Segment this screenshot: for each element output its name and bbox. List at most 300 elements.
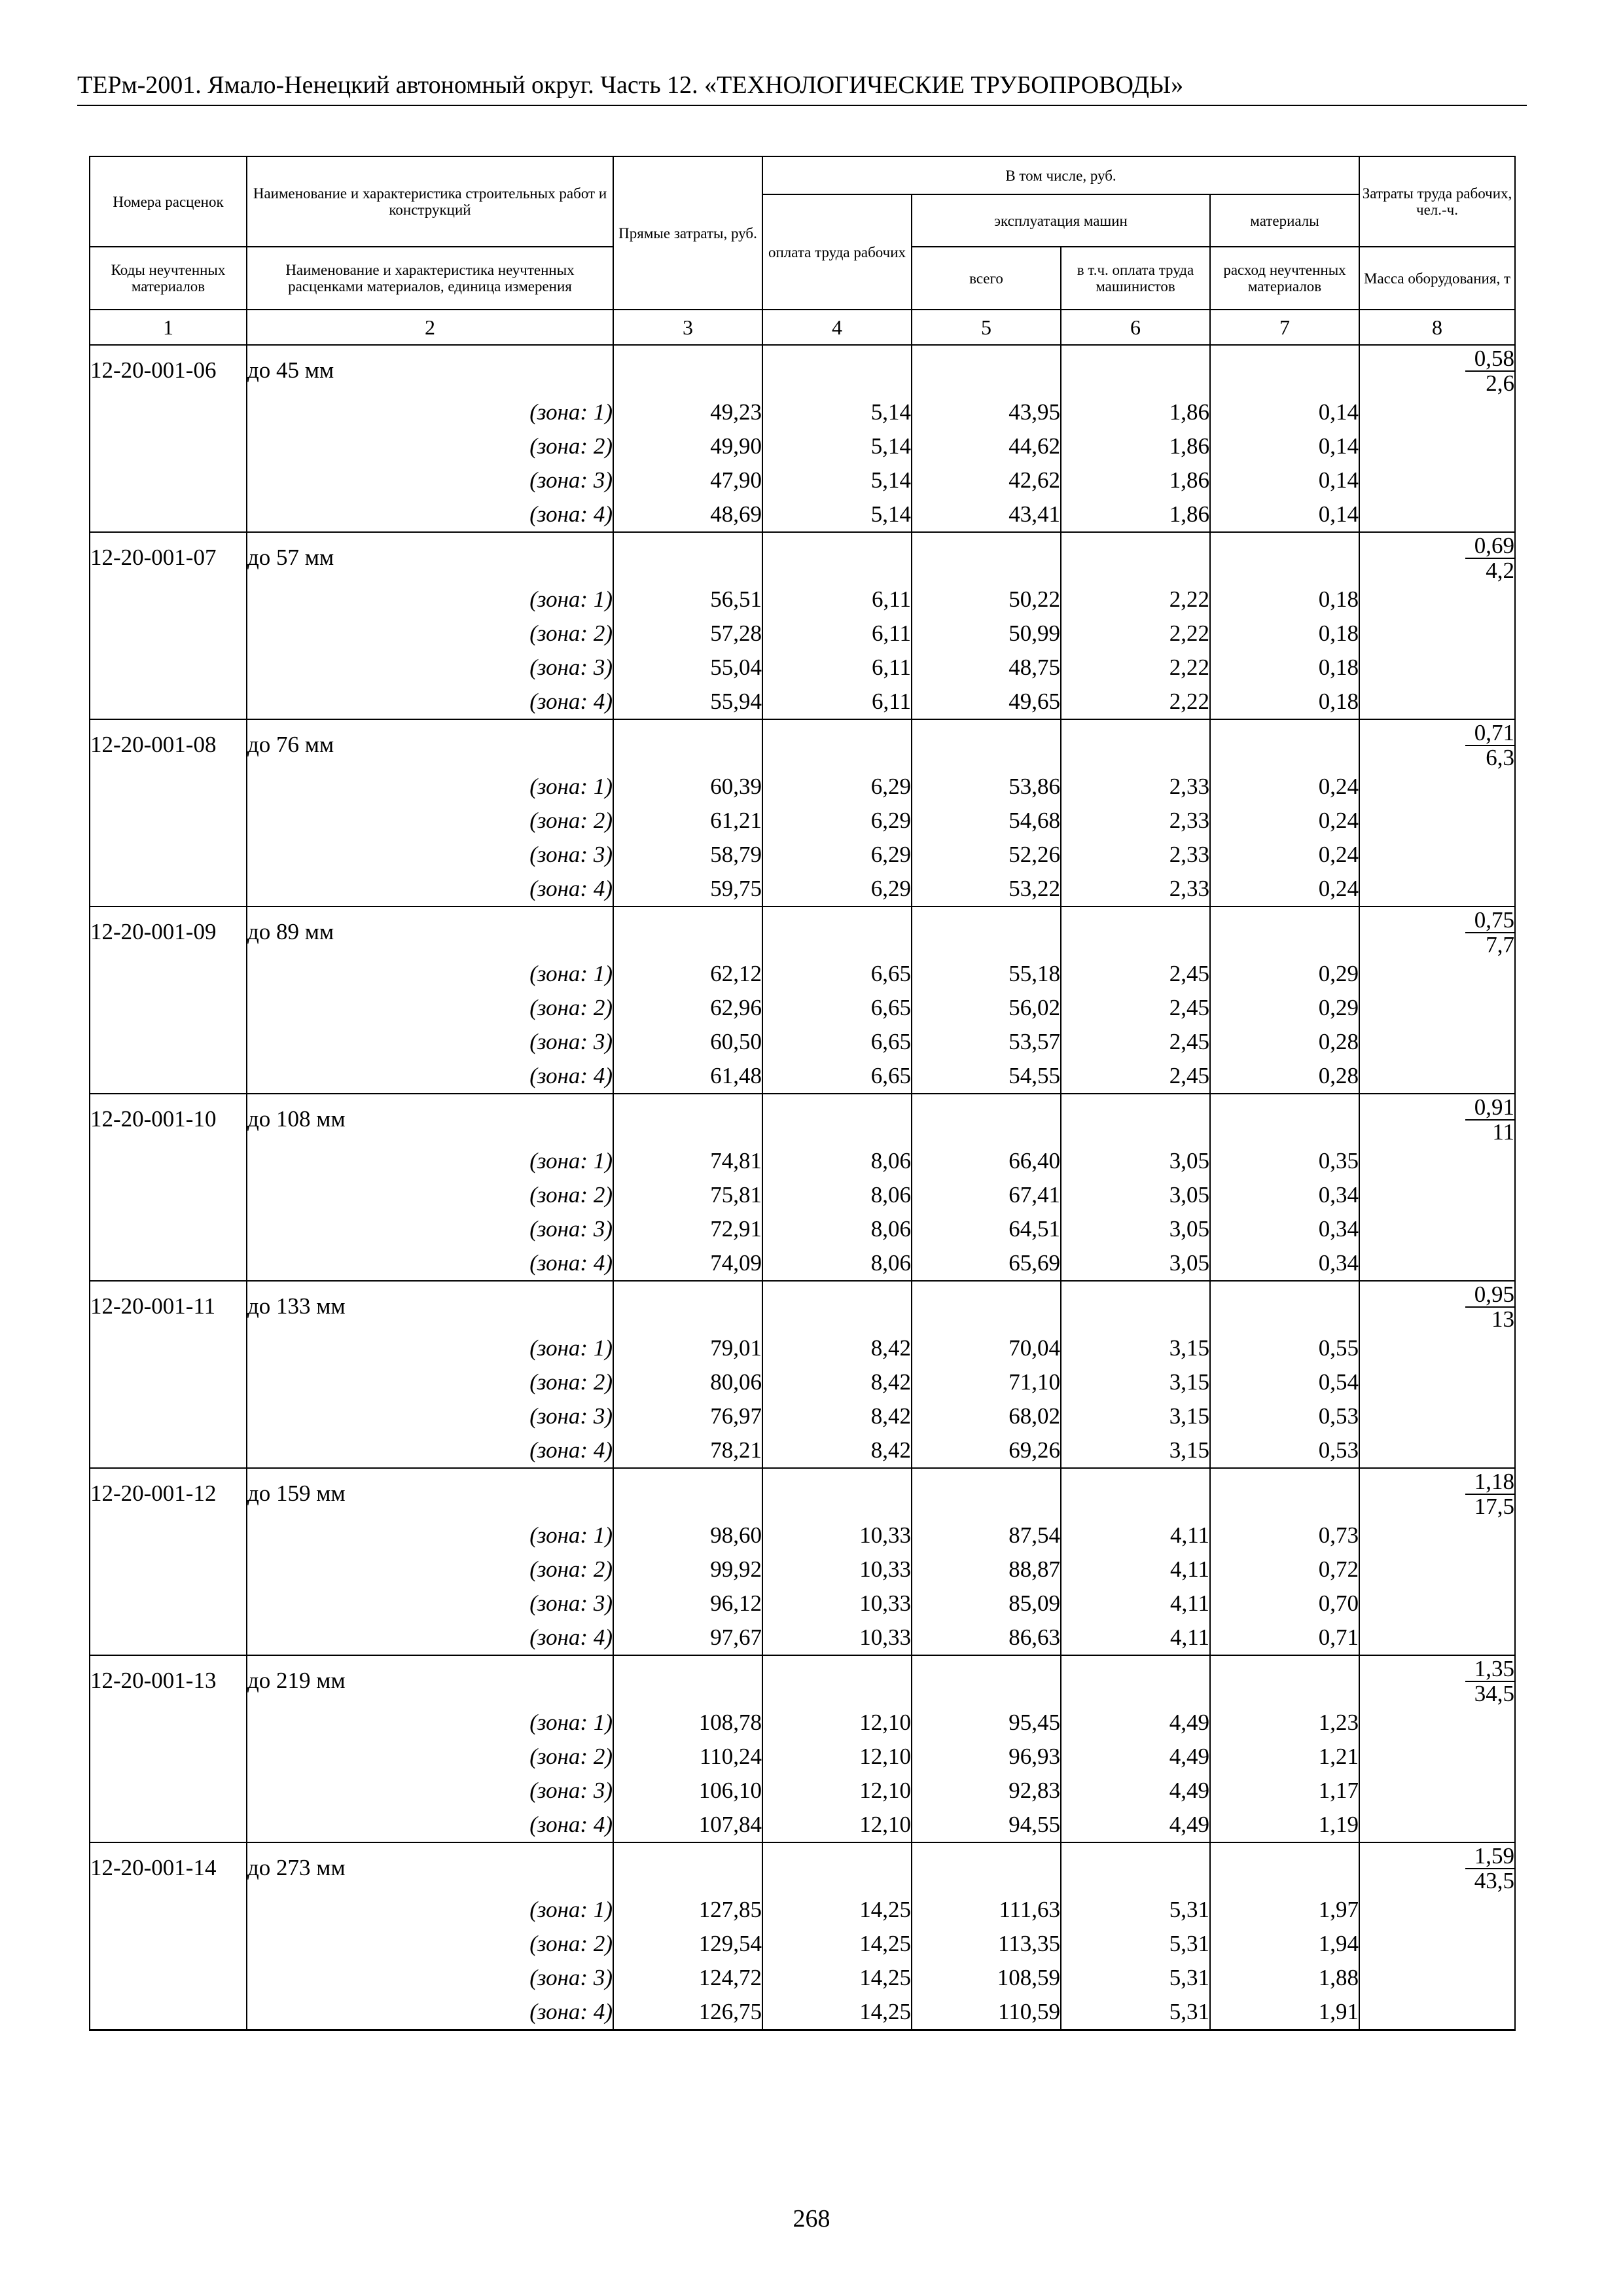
equipment-mass: 34,5 <box>1474 1681 1515 1706</box>
labor-mass-cell <box>1359 1468 1515 1518</box>
labor-cost: 6,65 <box>762 991 912 1025</box>
empty-cell <box>90 1433 247 1468</box>
machinists-cost: 4,11 <box>1061 1518 1210 1552</box>
page-number: 268 <box>793 2205 830 2233</box>
machines-total: 68,02 <box>912 1399 1061 1433</box>
empty-cell <box>613 1094 762 1144</box>
labor-mass-cell <box>1359 1094 1515 1144</box>
machinists-cost: 3,15 <box>1061 1399 1210 1433</box>
labor-hours: 1,59 <box>1465 1844 1514 1869</box>
labor-cost: 5,14 <box>762 395 912 429</box>
col-number: 3 <box>613 310 762 345</box>
direct-cost: 57,28 <box>613 617 762 651</box>
direct-cost: 62,96 <box>613 991 762 1025</box>
zone-label: (зона: 3) <box>247 463 613 497</box>
rate-code: 12-20-001-10 <box>90 1094 247 1144</box>
price-table <box>89 156 1516 2031</box>
machines-total: 54,55 <box>912 1059 1061 1094</box>
zone-row <box>90 1961 1515 1995</box>
rate-code: 12-20-001-08 <box>90 719 247 770</box>
zone-row <box>90 463 1515 497</box>
header-code-sub: Коды неучтенных материалов <box>90 247 247 310</box>
machinists-cost: 2,33 <box>1061 804 1210 838</box>
header-materials-sub: расход неучтенных материалов <box>1210 247 1359 310</box>
empty-cell <box>90 1178 247 1212</box>
materials-cost: 0,34 <box>1210 1178 1359 1212</box>
empty-cell <box>912 1842 1061 1893</box>
machinists-cost: 4,49 <box>1061 1774 1210 1808</box>
machines-total: 42,62 <box>912 463 1061 497</box>
materials-cost: 0,24 <box>1210 804 1359 838</box>
zone-label: (зона: 3) <box>247 1774 613 1808</box>
materials-cost: 0,18 <box>1210 685 1359 719</box>
machinists-cost: 3,15 <box>1061 1331 1210 1365</box>
machines-total: 88,87 <box>912 1552 1061 1587</box>
machines-total: 94,55 <box>912 1808 1061 1842</box>
col-number: 5 <box>912 310 1061 345</box>
empty-cell <box>1359 651 1515 685</box>
empty-cell <box>90 1518 247 1552</box>
zone-label: (зона: 2) <box>247 1740 613 1774</box>
zone-label: (зона: 1) <box>247 395 613 429</box>
zone-label: (зона: 2) <box>247 1927 613 1961</box>
direct-cost: 59,75 <box>613 872 762 906</box>
materials-cost: 1,91 <box>1210 1995 1359 2030</box>
direct-cost: 74,81 <box>613 1144 762 1178</box>
zone-row <box>90 1059 1515 1094</box>
machinists-cost: 1,86 <box>1061 395 1210 429</box>
zone-row <box>90 1331 1515 1365</box>
empty-cell <box>1359 583 1515 617</box>
empty-cell <box>90 1621 247 1655</box>
machines-total: 65,69 <box>912 1246 1061 1281</box>
empty-cell <box>912 1281 1061 1331</box>
labor-hours: 1,18 <box>1465 1470 1514 1495</box>
zone-label: (зона: 4) <box>247 1995 613 2030</box>
materials-cost: 0,53 <box>1210 1433 1359 1468</box>
header-mass: Масса оборудования, т <box>1359 247 1515 310</box>
empty-cell <box>1359 1059 1515 1094</box>
empty-cell <box>1359 770 1515 804</box>
labor-cost: 14,25 <box>762 1961 912 1995</box>
empty-cell <box>613 1842 762 1893</box>
materials-cost: 0,14 <box>1210 497 1359 532</box>
col-number: 8 <box>1359 310 1515 345</box>
col-number: 4 <box>762 310 912 345</box>
empty-cell <box>613 719 762 770</box>
zone-row <box>90 1365 1515 1399</box>
direct-cost: 74,09 <box>613 1246 762 1281</box>
machinists-cost: 5,31 <box>1061 1961 1210 1995</box>
labor-cost: 6,11 <box>762 617 912 651</box>
zone-row <box>90 1621 1515 1655</box>
empty-cell <box>90 1059 247 1094</box>
machines-total: 85,09 <box>912 1587 1061 1621</box>
machines-total: 71,10 <box>912 1365 1061 1399</box>
empty-cell <box>1359 1518 1515 1552</box>
table-row <box>90 345 1515 395</box>
zone-label: (зона: 1) <box>247 1144 613 1178</box>
empty-cell <box>1061 1468 1210 1518</box>
materials-cost: 0,14 <box>1210 429 1359 463</box>
empty-cell <box>1359 1706 1515 1740</box>
zone-row <box>90 429 1515 463</box>
work-name: до 57 мм <box>247 532 613 583</box>
equipment-mass: 17,5 <box>1474 1494 1515 1519</box>
empty-cell <box>90 395 247 429</box>
direct-cost: 62,12 <box>613 957 762 991</box>
zone-row <box>90 957 1515 991</box>
zone-row <box>90 1587 1515 1621</box>
zone-row <box>90 583 1515 617</box>
labor-cost: 6,29 <box>762 838 912 872</box>
empty-cell <box>1061 1842 1210 1893</box>
empty-cell <box>613 1468 762 1518</box>
machines-total: 69,26 <box>912 1433 1061 1468</box>
labor-cost: 8,06 <box>762 1212 912 1246</box>
header-name-sub: Наименование и характеристика неучтенных расценками материалов, единица измерения <box>247 247 613 310</box>
labor-cost: 10,33 <box>762 1587 912 1621</box>
col-number: 7 <box>1210 310 1359 345</box>
table-row <box>90 1842 1515 1893</box>
zone-label: (зона: 2) <box>247 1178 613 1212</box>
machinists-cost: 4,11 <box>1061 1587 1210 1621</box>
rate-code: 12-20-001-14 <box>90 1842 247 1893</box>
empty-cell <box>1359 1740 1515 1774</box>
empty-cell <box>90 1706 247 1740</box>
zone-row <box>90 1212 1515 1246</box>
machinists-cost: 4,49 <box>1061 1808 1210 1842</box>
empty-cell <box>90 1808 247 1842</box>
equipment-mass: 7,7 <box>1486 932 1515 958</box>
machines-total: 49,65 <box>912 685 1061 719</box>
machines-total: 96,93 <box>912 1740 1061 1774</box>
materials-cost: 1,23 <box>1210 1706 1359 1740</box>
rate-group <box>90 1281 1515 1468</box>
materials-cost: 0,18 <box>1210 583 1359 617</box>
labor-cost: 6,11 <box>762 583 912 617</box>
zone-label: (зона: 1) <box>247 1706 613 1740</box>
empty-cell <box>1359 804 1515 838</box>
materials-cost: 0,18 <box>1210 617 1359 651</box>
machinists-cost: 2,22 <box>1061 685 1210 719</box>
zone-label: (зона: 4) <box>247 685 613 719</box>
materials-cost: 0,35 <box>1210 1144 1359 1178</box>
machines-total: 55,18 <box>912 957 1061 991</box>
materials-cost: 0,18 <box>1210 651 1359 685</box>
labor-cost: 8,42 <box>762 1399 912 1433</box>
direct-cost: 55,94 <box>613 685 762 719</box>
machines-total: 53,57 <box>912 1025 1061 1059</box>
labor-cost: 8,42 <box>762 1331 912 1365</box>
empty-cell <box>762 1468 912 1518</box>
machines-total: 92,83 <box>912 1774 1061 1808</box>
machinists-cost: 4,49 <box>1061 1706 1210 1740</box>
equipment-mass: 13 <box>1491 1306 1515 1332</box>
empty-cell <box>90 1740 247 1774</box>
labor-cost: 6,11 <box>762 685 912 719</box>
machinists-cost: 4,49 <box>1061 1740 1210 1774</box>
header-workers: Затраты труда рабочих, чел.-ч. <box>1359 156 1515 247</box>
rate-code: 12-20-001-07 <box>90 532 247 583</box>
empty-cell <box>90 497 247 532</box>
machines-total: 111,63 <box>912 1893 1061 1927</box>
direct-cost: 76,97 <box>613 1399 762 1433</box>
zone-row <box>90 1808 1515 1842</box>
machinists-cost: 2,22 <box>1061 617 1210 651</box>
empty-cell <box>1359 463 1515 497</box>
labor-cost: 12,10 <box>762 1740 912 1774</box>
empty-cell <box>762 1281 912 1331</box>
work-name: до 159 мм <box>247 1468 613 1518</box>
empty-cell <box>762 532 912 583</box>
empty-cell <box>1359 1995 1515 2030</box>
direct-cost: 108,78 <box>613 1706 762 1740</box>
table-row <box>90 1468 1515 1518</box>
machinists-cost: 2,45 <box>1061 991 1210 1025</box>
empty-cell <box>90 1927 247 1961</box>
empty-cell <box>1359 1144 1515 1178</box>
labor-cost: 14,25 <box>762 1893 912 1927</box>
zone-row <box>90 838 1515 872</box>
rate-group <box>90 532 1515 719</box>
work-name: до 45 мм <box>247 345 613 395</box>
empty-cell <box>1061 345 1210 395</box>
machinists-cost: 3,15 <box>1061 1433 1210 1468</box>
machines-total: 52,26 <box>912 838 1061 872</box>
empty-cell <box>90 838 247 872</box>
machines-total: 66,40 <box>912 1144 1061 1178</box>
header-machines-total: всего <box>912 247 1061 310</box>
header-code: Номера расценок <box>90 156 247 247</box>
empty-cell <box>1359 1774 1515 1808</box>
empty-cell <box>762 906 912 957</box>
labor-hours: 0,69 <box>1465 534 1514 559</box>
direct-cost: 107,84 <box>613 1808 762 1842</box>
empty-cell <box>912 532 1061 583</box>
direct-cost: 99,92 <box>613 1552 762 1587</box>
direct-cost: 96,12 <box>613 1587 762 1621</box>
table-row <box>90 906 1515 957</box>
empty-cell <box>90 429 247 463</box>
empty-cell <box>1359 617 1515 651</box>
equipment-mass: 4,2 <box>1486 558 1515 583</box>
zone-label: (зона: 4) <box>247 1246 613 1281</box>
zone-label: (зона: 1) <box>247 1331 613 1365</box>
machines-total: 110,59 <box>912 1995 1061 2030</box>
empty-cell <box>762 345 912 395</box>
materials-cost: 0,28 <box>1210 1025 1359 1059</box>
rate-group <box>90 1094 1515 1281</box>
machinists-cost: 2,22 <box>1061 651 1210 685</box>
materials-cost: 0,72 <box>1210 1552 1359 1587</box>
machinists-cost: 1,86 <box>1061 463 1210 497</box>
machinists-cost: 1,86 <box>1061 429 1210 463</box>
empty-cell <box>1359 685 1515 719</box>
rate-group <box>90 1655 1515 1842</box>
labor-cost: 5,14 <box>762 497 912 532</box>
empty-cell <box>1061 1655 1210 1706</box>
header-including: В том числе, руб. <box>762 156 1359 194</box>
machines-total: 43,41 <box>912 497 1061 532</box>
empty-cell <box>90 1212 247 1246</box>
empty-cell <box>90 685 247 719</box>
empty-cell <box>1210 345 1359 395</box>
empty-cell <box>762 1094 912 1144</box>
direct-cost: 55,04 <box>613 651 762 685</box>
empty-cell <box>912 1655 1061 1706</box>
table-header <box>90 156 1515 345</box>
header-materials: материалы <box>1210 194 1359 247</box>
header-name: Наименование и характеристика строительных работ и конструкций <box>247 156 613 247</box>
machines-total: 108,59 <box>912 1961 1061 1995</box>
empty-cell <box>1359 1808 1515 1842</box>
labor-mass-cell <box>1359 532 1515 583</box>
labor-hours: 0,91 <box>1465 1096 1514 1121</box>
zone-label: (зона: 3) <box>247 1961 613 1995</box>
empty-cell <box>1359 991 1515 1025</box>
machines-total: 43,95 <box>912 395 1061 429</box>
empty-cell <box>1359 429 1515 463</box>
machinists-cost: 3,05 <box>1061 1246 1210 1281</box>
table-row <box>90 1281 1515 1331</box>
empty-cell <box>1210 1842 1359 1893</box>
labor-mass-cell <box>1359 719 1515 770</box>
labor-cost: 5,14 <box>762 429 912 463</box>
zone-row <box>90 991 1515 1025</box>
machines-total: 56,02 <box>912 991 1061 1025</box>
empty-cell <box>1359 1025 1515 1059</box>
zone-label: (зона: 1) <box>247 1893 613 1927</box>
direct-cost: 72,91 <box>613 1212 762 1246</box>
machinists-cost: 4,11 <box>1061 1552 1210 1587</box>
machines-total: 64,51 <box>912 1212 1061 1246</box>
machinists-cost: 2,33 <box>1061 770 1210 804</box>
machinists-cost: 5,31 <box>1061 1927 1210 1961</box>
materials-cost: 0,70 <box>1210 1587 1359 1621</box>
empty-cell <box>613 345 762 395</box>
direct-cost: 75,81 <box>613 1178 762 1212</box>
zone-label: (зона: 4) <box>247 1621 613 1655</box>
empty-cell <box>1210 719 1359 770</box>
empty-cell <box>613 906 762 957</box>
empty-cell <box>1359 1961 1515 1995</box>
work-name: до 76 мм <box>247 719 613 770</box>
direct-cost: 79,01 <box>613 1331 762 1365</box>
labor-cost: 6,65 <box>762 1025 912 1059</box>
zone-row <box>90 1025 1515 1059</box>
empty-cell <box>613 532 762 583</box>
direct-cost: 61,21 <box>613 804 762 838</box>
empty-cell <box>1061 1281 1210 1331</box>
labor-hours: 0,95 <box>1465 1283 1514 1308</box>
direct-cost: 49,90 <box>613 429 762 463</box>
machinists-cost: 4,11 <box>1061 1621 1210 1655</box>
running-header: ТЕРм-2001. Ямало-Ненецкий автономный округ. Часть 12. «ТЕХНОЛОГИЧЕСКИЕ ТРУБОПРОВОДЫ» <box>77 71 1184 99</box>
machines-total: 50,22 <box>912 583 1061 617</box>
labor-cost: 14,25 <box>762 1995 912 2030</box>
header-labor: оплата труда рабочих <box>762 194 912 310</box>
materials-cost: 1,97 <box>1210 1893 1359 1927</box>
empty-cell <box>762 1655 912 1706</box>
direct-cost: 49,23 <box>613 395 762 429</box>
header-direct: Прямые затраты, руб. <box>613 156 762 310</box>
zone-label: (зона: 3) <box>247 838 613 872</box>
empty-cell <box>1061 532 1210 583</box>
machinists-cost: 5,31 <box>1061 1893 1210 1927</box>
zone-label: (зона: 1) <box>247 1518 613 1552</box>
direct-cost: 106,10 <box>613 1774 762 1808</box>
empty-cell <box>90 804 247 838</box>
labor-mass-cell <box>1359 345 1515 395</box>
zone-row <box>90 685 1515 719</box>
machines-total: 95,45 <box>912 1706 1061 1740</box>
zone-label: (зона: 2) <box>247 1365 613 1399</box>
zone-label: (зона: 2) <box>247 429 613 463</box>
direct-cost: 80,06 <box>613 1365 762 1399</box>
rate-code: 12-20-001-11 <box>90 1281 247 1331</box>
equipment-mass: 6,3 <box>1486 745 1515 770</box>
rate-code: 12-20-001-13 <box>90 1655 247 1706</box>
direct-cost: 60,50 <box>613 1025 762 1059</box>
labor-cost: 12,10 <box>762 1808 912 1842</box>
equipment-mass: 11 <box>1492 1119 1515 1145</box>
labor-mass-cell <box>1359 1655 1515 1706</box>
labor-cost: 10,33 <box>762 1552 912 1587</box>
zone-label: (зона: 4) <box>247 872 613 906</box>
labor-cost: 8,42 <box>762 1365 912 1399</box>
empty-cell <box>1359 1621 1515 1655</box>
materials-cost: 0,54 <box>1210 1365 1359 1399</box>
direct-cost: 60,39 <box>613 770 762 804</box>
labor-cost: 6,65 <box>762 1059 912 1094</box>
labor-hours: 0,75 <box>1465 908 1514 933</box>
direct-cost: 98,60 <box>613 1518 762 1552</box>
zone-label: (зона: 3) <box>247 1212 613 1246</box>
machines-total: 53,22 <box>912 872 1061 906</box>
empty-cell <box>1061 1094 1210 1144</box>
direct-cost: 61,48 <box>613 1059 762 1094</box>
table-row <box>90 1655 1515 1706</box>
machinists-cost: 3,05 <box>1061 1212 1210 1246</box>
zone-label: (зона: 4) <box>247 1433 613 1468</box>
work-name: до 89 мм <box>247 906 613 957</box>
labor-cost: 14,25 <box>762 1927 912 1961</box>
machinists-cost: 2,33 <box>1061 872 1210 906</box>
zone-label: (зона: 3) <box>247 1025 613 1059</box>
zone-row <box>90 651 1515 685</box>
work-name: до 219 мм <box>247 1655 613 1706</box>
zone-row <box>90 497 1515 532</box>
zone-row <box>90 1433 1515 1468</box>
zone-label: (зона: 4) <box>247 1059 613 1094</box>
empty-cell <box>1359 1927 1515 1961</box>
labor-hours: 0,71 <box>1465 721 1514 746</box>
rate-code: 12-20-001-12 <box>90 1468 247 1518</box>
labor-cost: 10,33 <box>762 1518 912 1552</box>
empty-cell <box>1210 1655 1359 1706</box>
labor-cost: 6,65 <box>762 957 912 991</box>
machines-total: 67,41 <box>912 1178 1061 1212</box>
empty-cell <box>1359 1399 1515 1433</box>
equipment-mass: 2,6 <box>1486 370 1515 396</box>
materials-cost: 1,94 <box>1210 1927 1359 1961</box>
col-number: 1 <box>90 310 247 345</box>
empty-cell <box>1359 838 1515 872</box>
machines-total: 44,62 <box>912 429 1061 463</box>
empty-cell <box>1210 532 1359 583</box>
zone-row <box>90 1552 1515 1587</box>
